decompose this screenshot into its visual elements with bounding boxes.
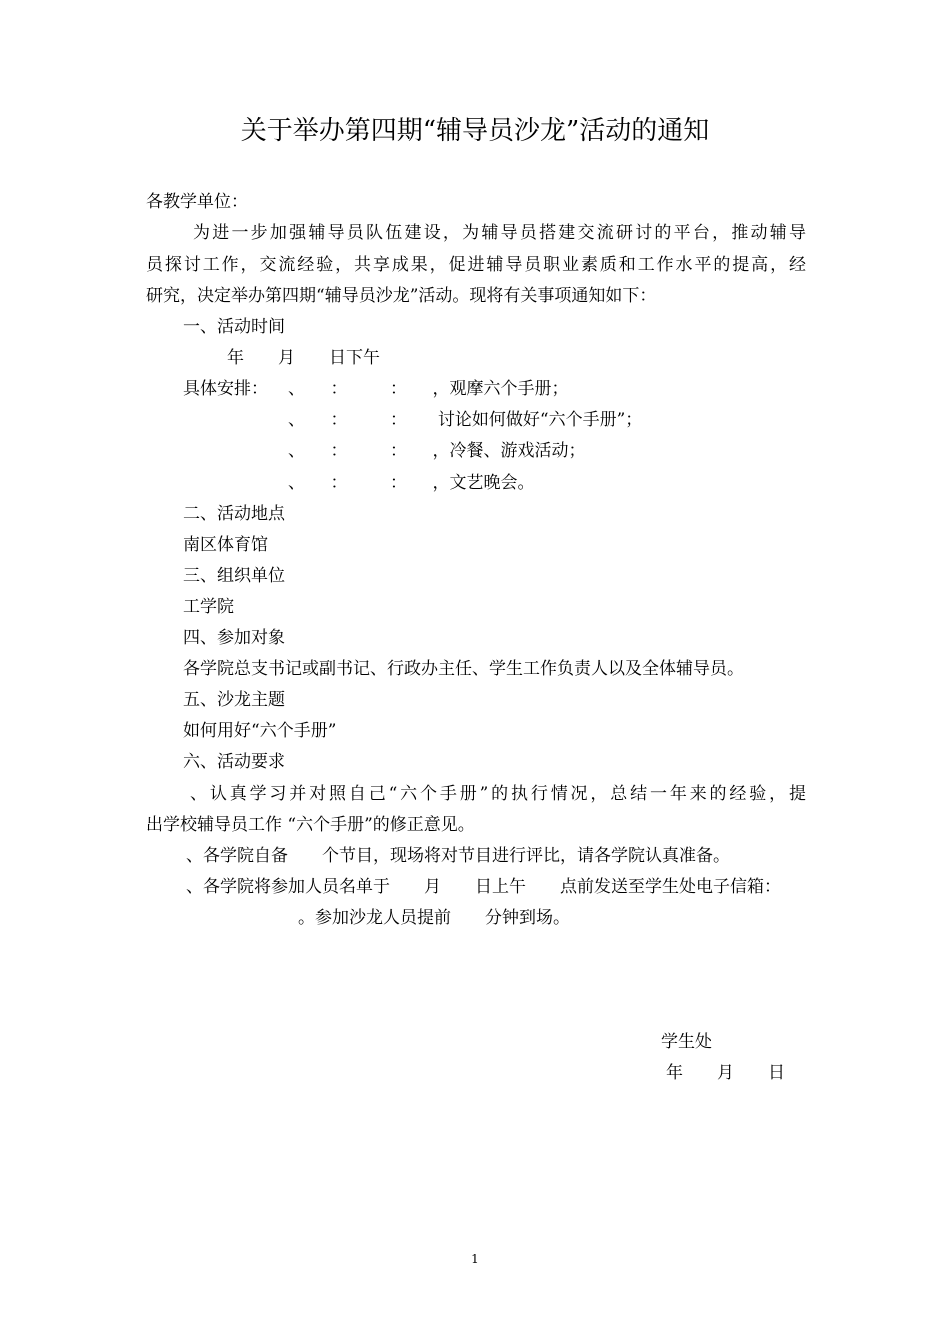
- section-4-content: 各学院总支书记或副书记、行政办主任、学生工作负责人以及全体辅导员。: [183, 659, 744, 679]
- requirement-3-line-2: 。参加沙龙人员提前 分钟到场。: [298, 908, 570, 928]
- schedule-item: 、 ： ： ，文艺晚会。: [288, 473, 535, 493]
- salutation: 各教学单位：: [146, 192, 248, 212]
- section-3-content: 工学院: [183, 597, 234, 617]
- section-5-content: 如何用好“六个手册”: [183, 721, 337, 741]
- schedule-item: 、 ： ： ，冷餐、游戏活动；: [288, 441, 586, 461]
- signature-date: 年 月 日: [666, 1063, 785, 1083]
- section-6-heading: 六、活动要求: [183, 752, 285, 772]
- signature-unit: 学生处: [661, 1032, 712, 1052]
- section-5-heading: 五、沙龙主题: [183, 690, 285, 710]
- requirement-3-line-1: 、各学院将参加人员名单于 月 日上午 点前发送至学生处电子信箱：: [186, 877, 781, 897]
- section-4-heading: 四、参加对象: [183, 628, 285, 648]
- activity-date: 年 月 日下午: [227, 348, 380, 368]
- intro-line-1: 为进一步加强辅导员队伍建设，为辅导员搭建交流研讨的平台，推动辅导: [193, 223, 806, 243]
- schedule-item: 、 ： ： 讨论如何做好“六个手册”；: [288, 410, 643, 430]
- intro-line-3: 研究，决定举办第四期“辅导员沙龙”活动。现将有关事项通知如下：: [146, 286, 657, 306]
- section-2-heading: 二、活动地点: [183, 504, 285, 524]
- schedule-item: 、 ： ： ，观摩六个手册；: [288, 379, 569, 399]
- requirement-1-line-1: 、认真学习并对照自己“六个手册”的执行情况，总结一年来的经验，提: [190, 784, 806, 804]
- document-title: 关于举办第四期“辅导员沙龙”活动的通知: [240, 116, 710, 146]
- intro-line-2: 员探讨工作，交流经验，共享成果，促进辅导员职业素质和工作水平的提高，经: [146, 255, 806, 275]
- section-1-heading: 一、活动时间: [183, 317, 285, 337]
- section-3-heading: 三、组织单位: [183, 566, 285, 586]
- section-2-content: 南区体育馆: [183, 535, 268, 555]
- requirement-2: 、各学院自备 个节目，现场将对节目进行评比，请各学院认真准备。: [186, 846, 730, 866]
- requirement-1-line-2: 出学校辅导员工作 “六个手册”的修正意见。: [146, 815, 475, 835]
- page-number: 1: [471, 1252, 479, 1266]
- schedule-label: 具体安排：: [183, 379, 268, 399]
